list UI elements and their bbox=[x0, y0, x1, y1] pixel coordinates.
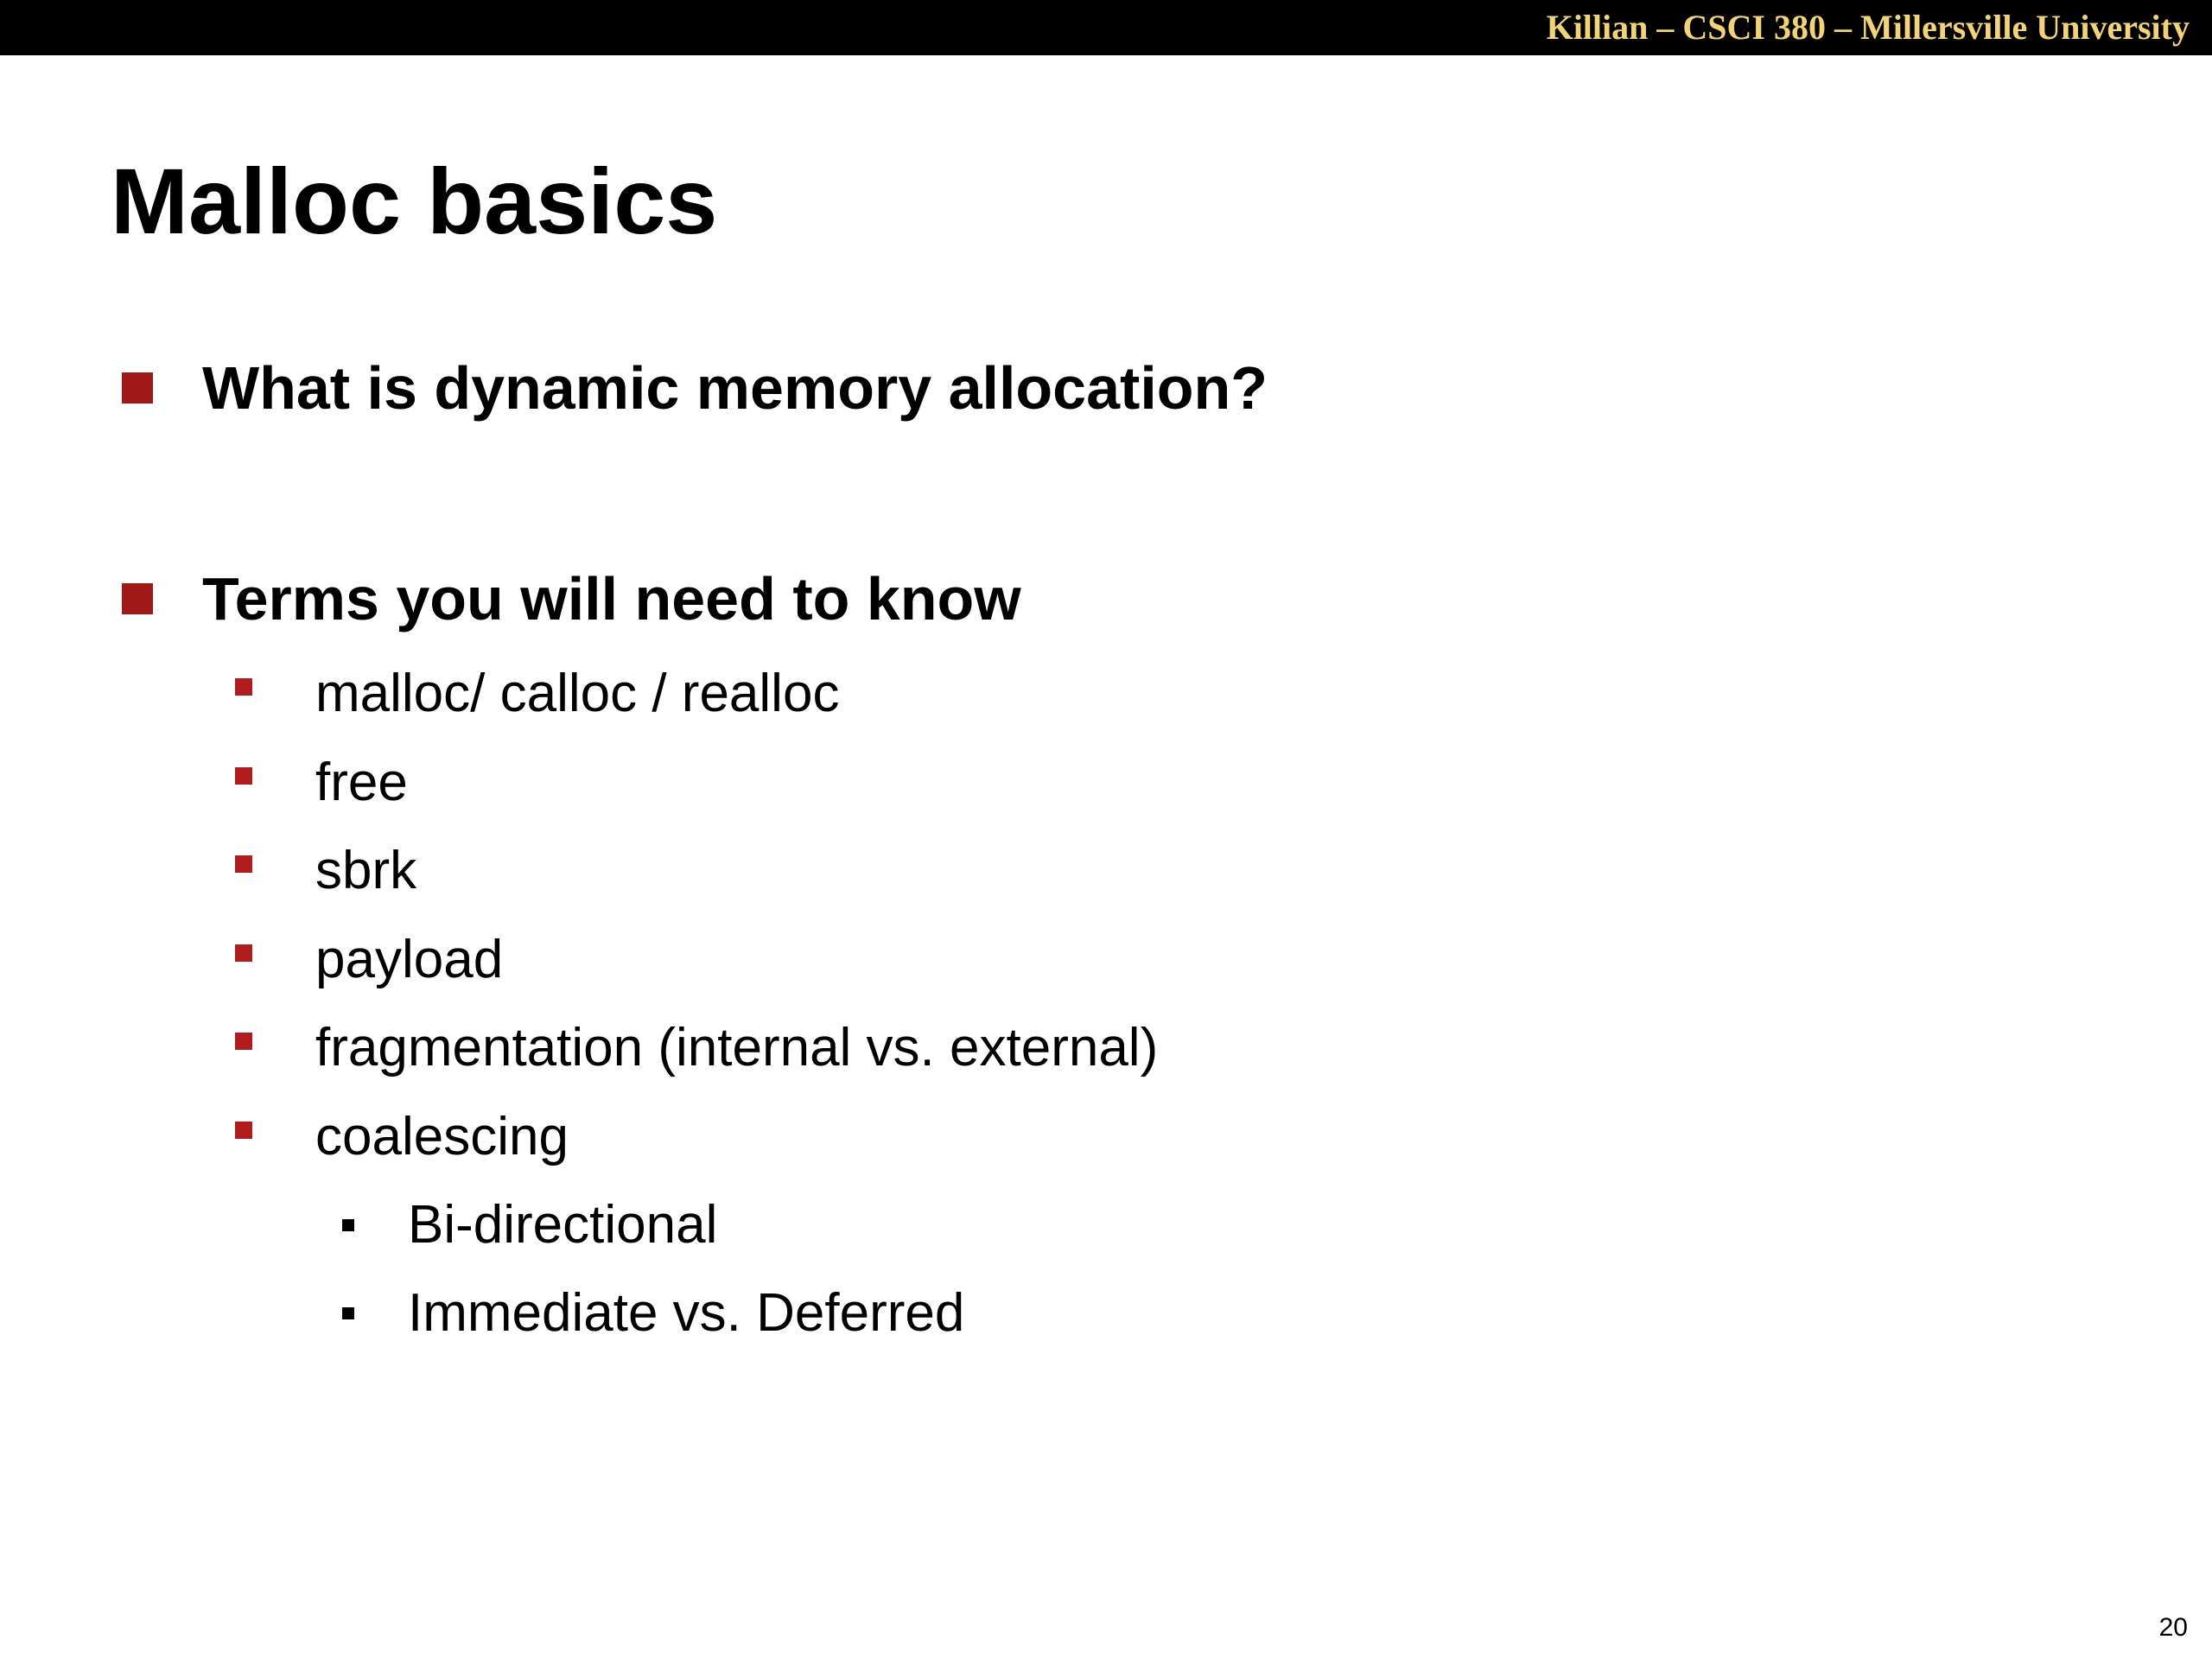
term-text: malloc/ calloc / realloc bbox=[315, 664, 840, 723]
small-red-square-bullet-icon bbox=[235, 944, 252, 962]
term-item-fragmentation bbox=[235, 1014, 1158, 1083]
term-text: payload bbox=[315, 930, 504, 989]
small-black-square-bullet-icon bbox=[342, 1219, 354, 1231]
header-bar bbox=[0, 0, 2212, 55]
page-number: 20 bbox=[2158, 1613, 2188, 1642]
term-item-free bbox=[235, 748, 408, 817]
red-square-bullet-icon bbox=[122, 583, 153, 614]
bullet-dynamic-memory bbox=[122, 349, 1268, 427]
subitem-immediate-deferred bbox=[342, 1279, 964, 1348]
bullet-text: Terms you will need to know bbox=[202, 565, 1021, 632]
small-red-square-bullet-icon bbox=[235, 678, 252, 696]
term-text: free bbox=[315, 753, 408, 812]
small-red-square-bullet-icon bbox=[235, 767, 252, 785]
small-red-square-bullet-icon bbox=[235, 1122, 252, 1139]
term-text: sbrk bbox=[315, 841, 417, 900]
term-text: fragmentation (internal vs. external) bbox=[315, 1018, 1159, 1077]
slide-title: Malloc basics bbox=[111, 149, 718, 253]
subitem-bi-directional bbox=[342, 1191, 717, 1260]
term-item-sbrk bbox=[235, 836, 416, 906]
bullet-terms bbox=[122, 560, 1021, 638]
red-square-bullet-icon bbox=[122, 372, 153, 404]
term-text: coalescing bbox=[315, 1107, 569, 1166]
subitem-text: Immediate vs. Deferred bbox=[408, 1283, 965, 1343]
bullet-text: What is dynamic memory allocation? bbox=[202, 354, 1268, 422]
subitem-text: Bi-directional bbox=[408, 1195, 718, 1255]
term-item-coalescing bbox=[235, 1103, 569, 1172]
header-course-info: Killian – CSCI 380 – Millersville University bbox=[1546, 8, 2190, 47]
term-item-payload bbox=[235, 925, 503, 995]
small-red-square-bullet-icon bbox=[235, 855, 252, 873]
small-black-square-bullet-icon bbox=[342, 1307, 354, 1319]
small-red-square-bullet-icon bbox=[235, 1033, 252, 1050]
term-item-malloc bbox=[235, 659, 839, 728]
